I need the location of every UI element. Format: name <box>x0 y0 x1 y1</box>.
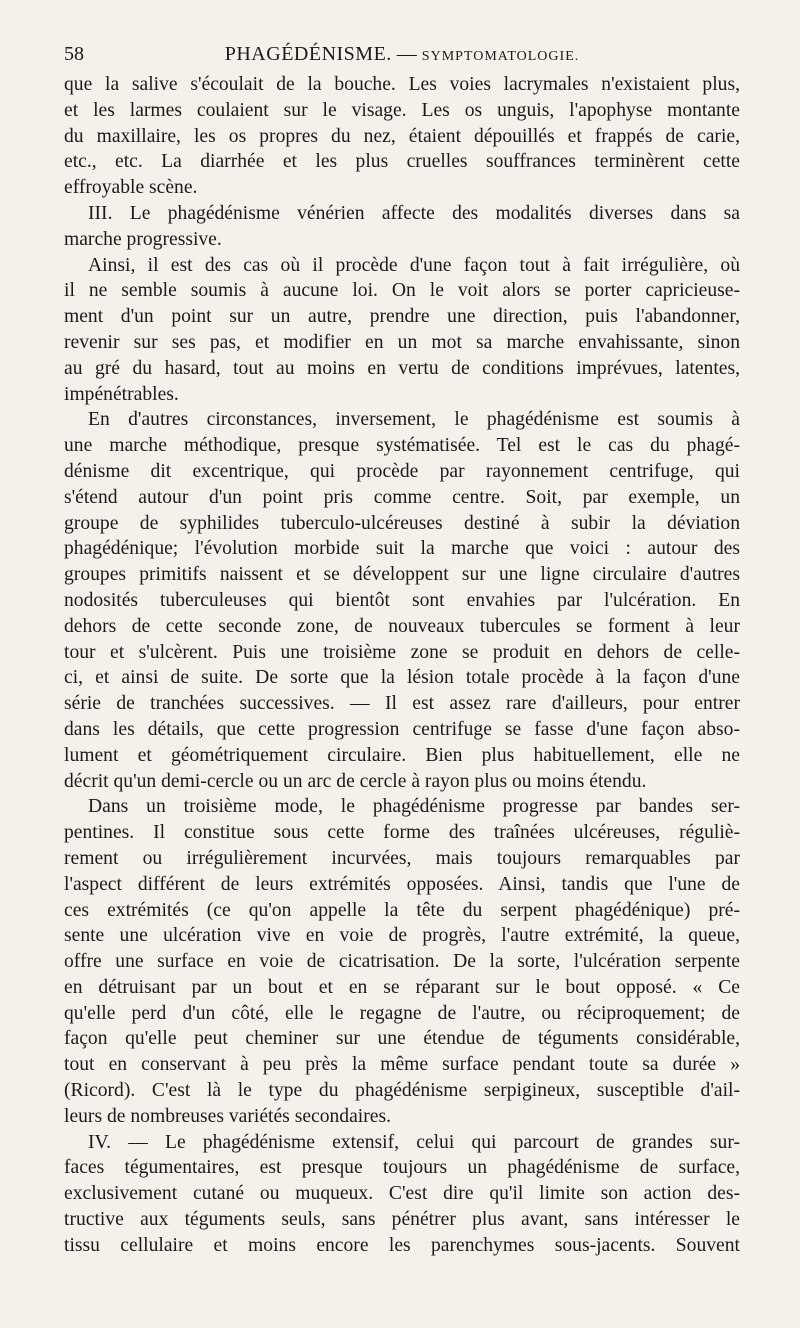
text-line: tructive aux téguments seuls, sans pénétrer plus avant, sans intéresser le <box>64 1209 740 1231</box>
text-line: groupes primitifs naissent et se développent sur une ligne circulaire d'autres <box>64 564 740 586</box>
text-line: tour et s'ulcèrent. Puis une troisième zone se produit en dehors de celle- <box>64 641 740 663</box>
text-line: ci, et ainsi de suite. De sorte que la lésion totale procède à la façon d'une <box>64 667 740 689</box>
text-line: effroyable scène. <box>64 177 198 199</box>
text-line: IV. — Le phagédénisme extensif, celui qui parcourt de grandes sur- <box>88 1131 740 1153</box>
page-number: 58 <box>64 43 84 65</box>
text-line: ment d'un point sur un autre, prendre une direction, puis l'abandonner, <box>64 306 740 328</box>
text-line: en détruisant par un bout et en se réparant sur le bout opposé. « Ce <box>64 976 740 998</box>
text-line: (Ricord). C'est là le type du phagédénisme serpigineux, susceptible d'ail- <box>64 1080 740 1102</box>
text-line: leurs de nombreuses variétés secondaires. <box>64 1105 391 1127</box>
text-line: Ainsi, il est des cas où il procède d'une façon tout à fait irrégulière, où <box>88 254 740 276</box>
text-line: dénisme dit excentrique, qui procède par rayonnement centrifuge, qui <box>64 460 740 482</box>
text-line: ces extrémités (ce qu'on appelle la tête du serpent phagédénique) pré- <box>64 899 740 921</box>
text-line: lument et géométriquement circulaire. Bien plus habituellement, elle ne <box>64 744 740 766</box>
text-line: groupe de syphilides tuberculo-ulcéreuses destiné à subir la déviation <box>64 512 740 534</box>
text-line: Dans un troisième mode, le phagédénisme progresse par bandes ser- <box>88 796 740 818</box>
text-line: que la salive s'écoulait de la bouche. Les voies lacrymales n'existaient plus, <box>64 74 740 95</box>
running-title-subtitle: SYMPTOMATOLOGIE. <box>421 49 580 64</box>
text-line: une marche méthodique, presque systématisée. Tel est le cas du phagé- <box>64 435 740 457</box>
text-line: etc., etc. La diarrhée et les plus cruelles souffrances terminèrent cette <box>64 151 740 173</box>
text-line: faces tégumentaires, est presque toujours un phagédénisme de surface, <box>64 1157 740 1179</box>
text-line: tissu cellulaire et moins encore les parenchymes sous-jacents. Souvent <box>64 1234 740 1256</box>
text-line: offre une surface en voie de cicatrisation. De la sorte, l'ulcération serpente <box>64 951 740 973</box>
text-line: il ne semble soumis à aucune loi. On le voit alors se porter capricieuse- <box>64 280 740 302</box>
text-line: sente une ulcération vive en voie de progrès, l'autre extrémité, la queue, <box>64 925 740 947</box>
text-line: et les larmes coulaient sur le visage. Les os unguis, l'apophyse montante <box>64 99 740 121</box>
text-line: décrit qu'un demi-cercle ou un arc de cercle à rayon plus ou moins étendu. <box>64 770 647 792</box>
text-line: phagédénique; l'évolution morbide suit la marche que voici : autour des <box>64 538 740 560</box>
text-line: impénétrables. <box>64 383 179 405</box>
running-title-separator: — <box>396 43 417 65</box>
text-line: exclusivement cutané ou muqueux. C'est dire qu'il limite son action des- <box>64 1183 740 1205</box>
text-line: tout en conservant à peu près la même surface pendant toute sa durée » <box>64 1054 740 1076</box>
text-line: dans les détails, que cette progression centrifuge se fasse d'une façon abso- <box>64 718 740 740</box>
text-line: façon qu'elle peut cheminer sur une étendue de téguments considérable, <box>64 1028 740 1050</box>
text-line: pentines. Il constitue sous cette forme des traînées ulcéreuses, réguliè- <box>64 822 740 844</box>
text-line: En d'autres circonstances, inversement, le phagédénisme est soumis à <box>88 409 740 431</box>
running-title <box>64 36 740 75</box>
text-line: dehors de cette seconde zone, de nouveaux tubercules se forment à leur <box>64 615 740 637</box>
text-line: marche progressive. <box>64 228 222 250</box>
text-line: s'étend autour d'un point pris comme centre. Soit, par exemple, un <box>64 486 740 508</box>
text-line: au gré du hasard, tout au moins en vertu de conditions imprévues, latentes, <box>64 357 740 379</box>
text-line: série de tranchées successives. — Il est assez rare d'ailleurs, pour entrer <box>64 693 740 715</box>
text-line: l'aspect différent de leurs extrémités opposées. Ainsi, tandis que l'une de <box>64 873 740 895</box>
text-line: du maxillaire, les os propres du nez, étaient dépouillés et frappés de carie, <box>64 125 740 147</box>
running-title-main: PHAGÉDÉNISME. <box>224 43 392 65</box>
text-line: qu'elle perd d'un côté, elle le regagne de l'autre, ou réciproquement; de <box>64 1002 740 1024</box>
running-head <box>64 36 740 72</box>
text-line: rement ou irrégulièrement incurvées, mais toujours remarquables par <box>64 847 740 869</box>
body-text <box>64 72 740 1259</box>
text-line: nodosités tuberculeuses qui bientôt sont envahies par l'ulcération. En <box>64 589 740 611</box>
text-line: III. Le phagédénisme vénérien affecte des modalités diverses dans sa <box>88 202 740 224</box>
text-line: revenir sur ses pas, et modifier en un mot sa marche envahissante, sinon <box>64 331 740 353</box>
